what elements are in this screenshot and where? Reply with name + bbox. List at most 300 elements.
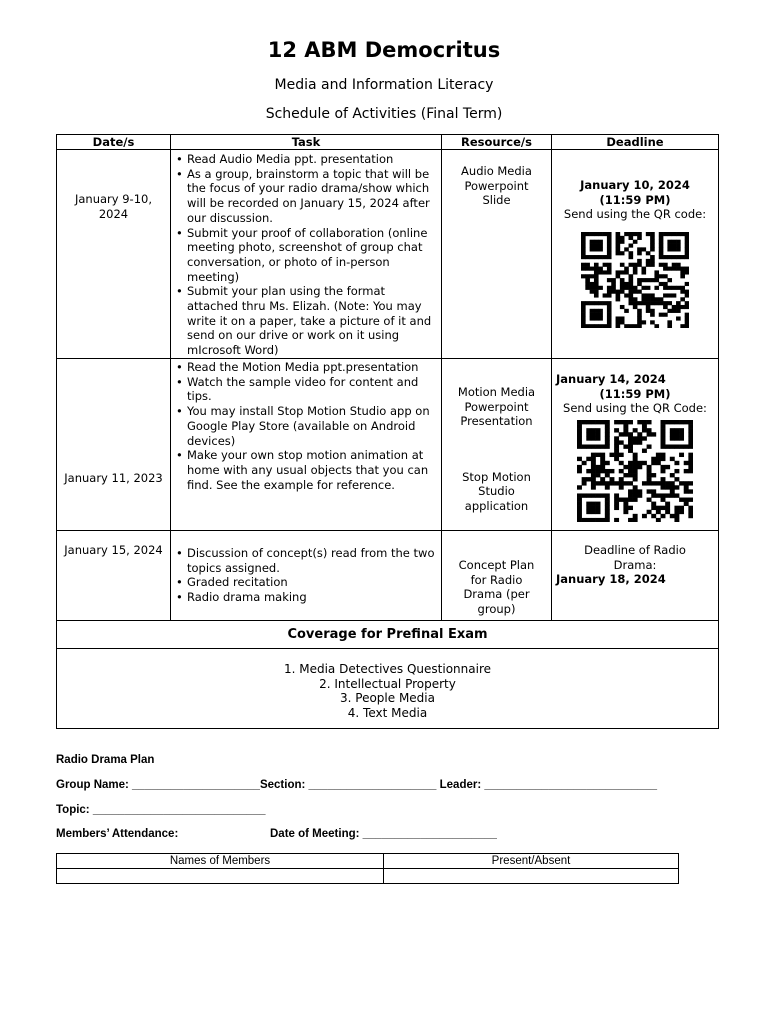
qr-module — [586, 444, 591, 448]
qr-module — [674, 514, 679, 518]
qr-module — [661, 497, 666, 501]
qr-module — [650, 297, 655, 301]
qr-module — [679, 505, 684, 509]
qr-module — [656, 493, 661, 497]
qr-module — [577, 505, 582, 509]
coverage-header-row — [57, 621, 719, 649]
qr-module — [582, 477, 587, 481]
qr-module — [685, 232, 689, 236]
qr-module — [641, 247, 646, 251]
qr-module — [672, 293, 677, 297]
qr-module — [659, 312, 664, 316]
qr-module — [614, 448, 619, 452]
qr-module — [577, 457, 582, 461]
qr-module — [651, 432, 656, 436]
qr-module — [661, 436, 666, 440]
qr-module — [685, 305, 689, 309]
qr-module — [590, 247, 595, 251]
qr-module — [650, 301, 655, 305]
qr-module — [663, 312, 668, 316]
qr-module — [667, 320, 672, 324]
qr-module — [637, 436, 642, 440]
date-text: January 9-10, 2024 — [74, 192, 152, 221]
qr-module — [647, 481, 652, 485]
qr-code-icon[interactable] — [581, 232, 689, 328]
qr-module — [633, 305, 638, 309]
qr-module — [637, 236, 642, 240]
qr-module — [596, 505, 601, 509]
qr-module — [676, 309, 681, 313]
qr-module — [676, 239, 681, 243]
qr-module — [624, 309, 629, 313]
qr-module — [642, 424, 647, 428]
qr-code-icon[interactable] — [577, 420, 693, 522]
qr-module — [629, 282, 634, 286]
member-name-cell[interactable] — [57, 869, 384, 884]
deadline-note: Deadline of Radio Drama: — [584, 543, 686, 572]
qr-module — [605, 505, 610, 509]
qr-module — [591, 461, 596, 465]
task-cell — [171, 150, 442, 359]
qr-module — [616, 293, 621, 297]
qr-module — [633, 461, 638, 465]
qr-module — [624, 324, 629, 328]
qr-module — [614, 497, 619, 501]
qr-module — [685, 289, 689, 293]
qr-module — [624, 247, 629, 251]
qr-module — [688, 510, 693, 514]
qr-module — [614, 505, 619, 509]
qr-module — [598, 286, 603, 290]
qr-module — [594, 243, 599, 247]
qr-module — [667, 232, 672, 236]
form-title: Radio Drama Plan — [56, 754, 155, 766]
qr-module — [672, 247, 677, 251]
qr-module — [659, 297, 664, 301]
qr-module — [616, 297, 621, 301]
qr-module — [685, 293, 689, 297]
qr-module — [591, 428, 596, 432]
qr-module — [594, 301, 599, 305]
qr-module — [637, 489, 642, 493]
qr-module — [594, 255, 599, 259]
qr-module — [607, 263, 612, 267]
qr-module — [629, 251, 634, 255]
qr-module — [590, 282, 595, 286]
qr-module — [685, 243, 689, 247]
qr-module — [651, 489, 656, 493]
qr-module — [688, 481, 693, 485]
qr-module — [607, 251, 612, 255]
qr-module — [659, 232, 664, 236]
qr-module — [614, 428, 619, 432]
qr-module — [688, 452, 693, 456]
qr-module — [670, 481, 675, 485]
qr-module — [624, 286, 629, 290]
qr-module — [620, 320, 625, 324]
qr-module — [633, 428, 638, 432]
qr-module — [581, 305, 586, 309]
qr-module — [680, 305, 685, 309]
qr-module — [642, 428, 647, 432]
members-header-row — [57, 854, 679, 869]
qr-module — [629, 243, 634, 247]
qr-module — [581, 301, 586, 305]
qr-module — [679, 452, 684, 456]
qr-module — [641, 301, 646, 305]
coverage-item: 1. Media Detectives Questionnaire — [283, 662, 492, 676]
schedule-header-row — [57, 135, 719, 150]
qr-module — [594, 309, 599, 313]
qr-module — [674, 420, 679, 424]
qr-module — [616, 324, 621, 328]
qr-module — [680, 274, 685, 278]
qr-module — [628, 465, 633, 469]
qr-module — [646, 263, 651, 267]
qr-module — [647, 420, 652, 424]
qr-module — [590, 312, 595, 316]
qr-module — [596, 501, 601, 505]
qr-module — [605, 440, 610, 444]
qr-module — [684, 444, 689, 448]
qr-module — [659, 247, 664, 251]
qr-module — [594, 266, 599, 270]
qr-module — [590, 243, 595, 247]
qr-module — [633, 473, 638, 477]
qr-module — [665, 420, 670, 424]
qr-module — [688, 420, 693, 424]
qr-module — [633, 324, 638, 328]
qr-module — [598, 239, 603, 243]
qr-module — [607, 301, 612, 305]
qr-module — [650, 243, 655, 247]
qr-module — [577, 497, 582, 501]
qr-module — [596, 428, 601, 432]
qr-module — [642, 514, 647, 518]
qr-module — [605, 444, 610, 448]
qr-module — [663, 266, 668, 270]
qr-module — [684, 501, 689, 505]
qr-module — [600, 452, 605, 456]
qr-module — [600, 477, 605, 481]
date-text: January 11, 2023 — [64, 471, 163, 485]
schedule-subtitle: Schedule of Activities (Final Term) — [265, 106, 503, 122]
qr-module — [679, 444, 684, 448]
task-item: • As a group, brainstorm a topic that will be the focus of your radio drama/show which will be recorded on January 15, 2024 after our discussion. — [187, 167, 435, 226]
qr-module — [581, 309, 586, 313]
qr-module — [665, 510, 670, 514]
qr-module — [663, 305, 668, 309]
qr-module — [590, 289, 595, 293]
qr-module — [598, 324, 603, 328]
qr-module — [603, 263, 608, 267]
task-item: • Read the Motion Media ppt.presentation — [187, 360, 435, 375]
qr-module — [614, 457, 619, 461]
qr-module — [661, 444, 666, 448]
qr-module — [685, 270, 689, 274]
qr-module — [676, 305, 681, 309]
qr-module — [637, 465, 642, 469]
qr-module — [577, 424, 582, 428]
qr-module — [641, 286, 646, 290]
qr-module — [596, 420, 601, 424]
qr-module — [577, 440, 582, 444]
qr-module — [605, 420, 610, 424]
qr-module — [628, 518, 633, 522]
qr-module — [585, 301, 590, 305]
qr-module — [623, 481, 628, 485]
qr-module — [684, 497, 689, 501]
qr-module — [590, 286, 595, 290]
qr-module — [667, 266, 672, 270]
qr-module — [646, 259, 651, 263]
deadline-cell — [552, 531, 719, 621]
member-presence-cell[interactable] — [384, 869, 679, 884]
qr-module — [637, 440, 642, 444]
qr-module — [647, 473, 652, 477]
qr-module — [654, 274, 659, 278]
deadline-time: (11:59 PM) — [599, 386, 671, 401]
qr-module — [679, 436, 684, 440]
qr-module — [607, 312, 612, 316]
qr-module — [650, 255, 655, 259]
qr-module — [647, 444, 652, 448]
qr-module — [629, 297, 634, 301]
qr-module — [672, 255, 677, 259]
qr-module — [685, 312, 689, 316]
qr-module — [685, 282, 689, 286]
qr-module — [674, 485, 679, 489]
qr-module — [607, 236, 612, 240]
column-header-task: Task — [171, 135, 442, 150]
qr-module — [581, 320, 586, 324]
qr-module — [679, 481, 684, 485]
qr-module — [620, 282, 625, 286]
qr-module — [585, 286, 590, 290]
qr-module — [665, 505, 670, 509]
qr-module — [628, 440, 633, 444]
qr-module — [659, 243, 664, 247]
qr-module — [616, 232, 621, 236]
qr-module — [633, 485, 638, 489]
qr-module — [596, 469, 601, 473]
qr-module — [654, 301, 659, 305]
qr-module — [674, 428, 679, 432]
qr-module — [628, 473, 633, 477]
qr-module — [661, 469, 666, 473]
resource-text-secondary: Stop Motion Studio application — [462, 469, 531, 513]
qr-module — [676, 316, 681, 320]
qr-module — [663, 293, 668, 297]
qr-module — [607, 255, 612, 259]
qr-module — [600, 518, 605, 522]
qr-module — [676, 301, 681, 305]
qr-module — [591, 510, 596, 514]
qr-module — [605, 493, 610, 497]
task-item: • You may install Stop Motion Studio app on Google Play Store (available on Android devices) — [187, 404, 435, 448]
qr-module — [667, 243, 672, 247]
course-subtitle: Media and Information Literacy — [274, 77, 494, 93]
qr-module — [650, 309, 655, 313]
qr-module — [614, 493, 619, 497]
qr-module — [628, 420, 633, 424]
qr-module — [591, 477, 596, 481]
qr-module — [670, 489, 675, 493]
qr-module — [603, 270, 608, 274]
group-name-line[interactable]: Group Name: ____________________Section: ____________________ Leader: ___________________________ — [56, 779, 658, 791]
qr-module — [581, 243, 586, 247]
qr-module — [629, 255, 634, 259]
qr-module — [670, 514, 675, 518]
qr-module — [685, 301, 689, 305]
qr-module — [674, 505, 679, 509]
qr-module — [594, 247, 599, 251]
qr-module — [596, 510, 601, 514]
qr-module — [581, 251, 586, 255]
meeting-date-line[interactable]: Date of Meeting: _____________________ — [270, 828, 497, 840]
qr-module — [656, 457, 661, 461]
qr-module — [620, 270, 625, 274]
qr-module — [598, 255, 603, 259]
qr-module — [598, 312, 603, 316]
qr-module — [611, 289, 616, 293]
qr-module — [598, 247, 603, 251]
resource-cell — [442, 150, 552, 359]
qr-module — [585, 232, 590, 236]
qr-module — [581, 312, 586, 316]
date-cell — [57, 531, 171, 621]
qr-module — [667, 239, 672, 243]
task-cell — [171, 531, 442, 621]
qr-module — [596, 518, 601, 522]
qr-module — [646, 278, 651, 282]
qr-module — [581, 255, 586, 259]
qr-module — [650, 236, 655, 240]
qr-module — [577, 420, 582, 424]
coverage-title: Coverage for Prefinal Exam — [57, 621, 719, 649]
qr-module — [585, 274, 590, 278]
qr-module — [603, 324, 608, 328]
qr-module — [688, 505, 693, 509]
qr-module — [596, 452, 601, 456]
qr-module — [661, 477, 666, 481]
qr-module — [586, 420, 591, 424]
qr-module — [616, 320, 621, 324]
qr-module — [585, 324, 590, 328]
qr-module — [605, 514, 610, 518]
qr-module — [647, 469, 652, 473]
qr-module — [591, 485, 596, 489]
qr-module — [623, 428, 628, 432]
qr-module — [623, 432, 628, 436]
qr-module — [620, 239, 625, 243]
qr-module — [688, 444, 693, 448]
qr-module — [590, 324, 595, 328]
qr-module — [650, 247, 655, 251]
qr-module — [605, 461, 610, 465]
qr-module — [600, 493, 605, 497]
qr-module — [614, 444, 619, 448]
qr-module — [659, 301, 664, 305]
qr-module — [663, 301, 668, 305]
deadline-note: Send using the QR Code: — [563, 401, 707, 416]
qr-module — [623, 505, 628, 509]
qr-module — [672, 266, 677, 270]
qr-module — [656, 510, 661, 514]
qr-module — [650, 239, 655, 243]
qr-module — [633, 297, 638, 301]
qr-module — [594, 239, 599, 243]
topic-line[interactable]: Topic: ___________________________ — [56, 804, 266, 816]
qr-module — [614, 452, 619, 456]
qr-module — [656, 518, 661, 522]
qr-module — [637, 289, 642, 293]
qr-module — [614, 481, 619, 485]
qr-module — [581, 247, 586, 251]
qr-module — [642, 461, 647, 465]
qr-module — [619, 420, 624, 424]
qr-module — [680, 286, 685, 290]
coverage-item: 2. Intellectual Property — [319, 676, 456, 691]
qr-module — [685, 320, 689, 324]
qr-module — [646, 297, 651, 301]
qr-module — [585, 278, 590, 282]
resource-text: Audio Media Powerpoint Slide — [461, 164, 532, 208]
qr-module — [620, 263, 625, 267]
task-item: • Submit your plan using the format attached thru Ms. Elizah. (Note: You may write it on a paper, take a picture of it and send on our drive or work on it using mIcrosoft Word) — [187, 284, 435, 358]
qr-module — [594, 316, 599, 320]
qr-module — [577, 432, 582, 436]
qr-module — [674, 461, 679, 465]
qr-module — [641, 320, 646, 324]
qr-module — [590, 266, 595, 270]
qr-module — [637, 432, 642, 436]
qr-module — [684, 420, 689, 424]
qr-module — [620, 316, 625, 320]
qr-module — [685, 251, 689, 255]
deadline-note: Send using the QR code: — [563, 207, 707, 222]
qr-module — [619, 432, 624, 436]
qr-module — [659, 236, 664, 240]
qr-module — [637, 316, 642, 320]
qr-module — [590, 309, 595, 313]
coverage-cell — [57, 649, 719, 729]
qr-module — [591, 420, 596, 424]
date-cell — [57, 359, 171, 531]
qr-module — [684, 461, 689, 465]
qr-module — [629, 236, 634, 240]
qr-module — [607, 278, 612, 282]
qr-module — [596, 436, 601, 440]
qr-module — [598, 266, 603, 270]
qr-module — [603, 293, 608, 297]
qr-module — [679, 510, 684, 514]
qr-module — [605, 510, 610, 514]
qr-module — [620, 289, 625, 293]
qr-module — [609, 469, 614, 473]
qr-module — [651, 457, 656, 461]
task-item: • Make your own stop motion animation at home with any usual objects that you can find. See the example for reference. — [187, 448, 435, 492]
qr-module — [633, 469, 638, 473]
coverage-row — [57, 649, 719, 729]
qr-module — [609, 452, 614, 456]
resource-text: Motion Media Powerpoint Presentation — [457, 385, 536, 429]
qr-module — [609, 477, 614, 481]
qr-module — [598, 232, 603, 236]
table-row — [57, 869, 679, 884]
qr-module — [611, 286, 616, 290]
qr-module — [598, 316, 603, 320]
